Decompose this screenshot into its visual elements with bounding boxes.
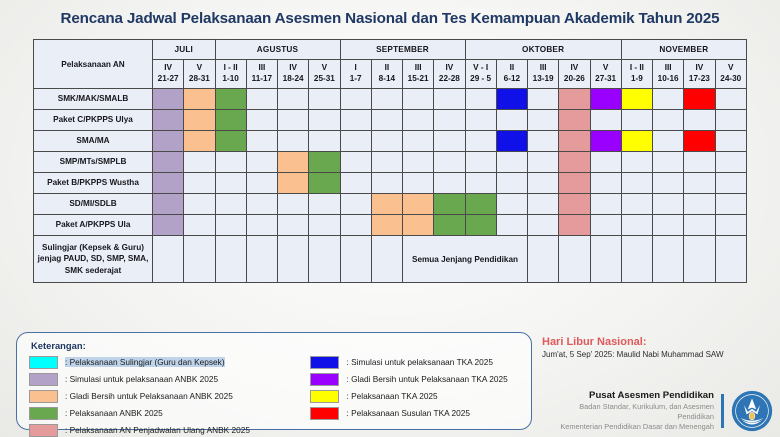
legend-swatch-sulingjar xyxy=(29,356,58,369)
schedule-cell-empty[interactable] xyxy=(559,236,590,283)
schedule-cell-empty[interactable] xyxy=(590,173,621,194)
legend-label-ulang: : Pelaksanaan AN Penjadwalan Ulang ANBK 2025 xyxy=(65,425,250,435)
week-dates: 18-24 xyxy=(282,74,304,83)
week-header-8 xyxy=(403,60,434,89)
schedule-cell-empty[interactable] xyxy=(590,152,621,173)
schedule-cell-empty[interactable] xyxy=(590,236,621,283)
week-header-16 xyxy=(653,60,684,89)
week-header-11 xyxy=(496,60,527,89)
schedule-cell-tka[interactable] xyxy=(621,89,652,110)
schedule-cell-empty[interactable] xyxy=(340,110,371,131)
schedule-cell-empty[interactable] xyxy=(715,173,747,194)
table-row xyxy=(34,131,747,152)
schedule-cell-ulang[interactable] xyxy=(559,152,590,173)
legend-swatch-tka xyxy=(310,390,339,403)
schedule-cell-empty[interactable] xyxy=(465,89,496,110)
schedule-cell-anbk[interactable] xyxy=(434,215,465,236)
table-row xyxy=(34,215,747,236)
schedule-cell-anbk[interactable] xyxy=(309,173,340,194)
week-header-12 xyxy=(528,60,559,89)
schedule-cell-empty[interactable] xyxy=(528,152,559,173)
week-header-13 xyxy=(559,60,590,89)
week-roman: V xyxy=(321,63,328,73)
week-dates: 1-7 xyxy=(349,74,362,83)
schedule-cell-empty[interactable] xyxy=(246,194,277,215)
organization-name: Pusat Asesmen Pendidikan xyxy=(589,390,714,402)
organization-line1: Badan Standar, Kurikulum, dan Asesmen Pendidikan xyxy=(579,402,714,421)
schedule-cell-empty[interactable] xyxy=(403,152,434,173)
week-dates: 15-21 xyxy=(407,74,429,83)
schedule-cell-empty[interactable] xyxy=(465,152,496,173)
legend-item-tka xyxy=(310,388,521,404)
holiday-notice xyxy=(542,336,724,359)
row-label: SMA/MA xyxy=(34,131,153,152)
week-dates: 29 - 5 xyxy=(470,74,492,83)
schedule-cell-empty[interactable] xyxy=(715,194,747,215)
schedule-cell-empty[interactable] xyxy=(621,215,652,236)
week-roman: IV xyxy=(445,63,454,73)
week-header-9 xyxy=(434,60,465,89)
schedule-cell-empty[interactable] xyxy=(653,110,684,131)
schedule-cell-anbk[interactable] xyxy=(465,194,496,215)
organization-footer xyxy=(543,390,780,432)
schedule-cell-sulingjar-merged[interactable]: Semua Jenjang Pendidikan xyxy=(403,236,528,283)
schedule-cell-ulang[interactable] xyxy=(559,215,590,236)
page-title: Rencana Jadwal Pelaksanaan Asesmen Nasional dan Tes Kemampuan Akademik Tahun 2025 xyxy=(60,10,720,27)
schedule-cell-empty[interactable] xyxy=(496,215,527,236)
week-roman: I - II xyxy=(223,63,238,73)
schedule-cell-empty[interactable] xyxy=(340,152,371,173)
schedule-cell-anbk[interactable] xyxy=(215,131,246,152)
schedule-cell-empty[interactable] xyxy=(246,236,277,283)
schedule-cell-gladi[interactable] xyxy=(184,89,215,110)
schedule-cell-empty[interactable] xyxy=(621,173,652,194)
schedule-cell-empty[interactable] xyxy=(371,131,402,152)
schedule-cell-empty[interactable] xyxy=(215,215,246,236)
row-label: Sulingjar (Kepsek & Guru) jenjag PAUD, SD, SMP, SMA, SMK sederajat xyxy=(34,236,153,283)
week-roman: V - I xyxy=(473,63,489,73)
schedule-cell-empty[interactable] xyxy=(528,110,559,131)
month-header-september: SEPTEMBER xyxy=(340,40,465,60)
schedule-cell-empty[interactable] xyxy=(278,215,309,236)
table-row-sulingjar xyxy=(34,236,747,283)
schedule-cell-empty[interactable] xyxy=(309,194,340,215)
schedule-cell-tka[interactable] xyxy=(621,131,652,152)
week-dates: 8-14 xyxy=(378,74,396,83)
schedule-cell-empty[interactable] xyxy=(621,236,652,283)
schedule-cell-gladi[interactable] xyxy=(403,194,434,215)
legend-title: Keterangan: xyxy=(31,340,86,351)
schedule-cell-empty[interactable] xyxy=(246,152,277,173)
month-header-november: NOVEMBER xyxy=(621,40,746,60)
schedule-cell-anbk[interactable] xyxy=(309,152,340,173)
schedule-cell-empty[interactable] xyxy=(528,131,559,152)
row-label: Paket B/PKPPS Wustha xyxy=(34,173,153,194)
schedule-cell-empty[interactable] xyxy=(184,236,215,283)
schedule-cell-empty[interactable] xyxy=(340,236,371,283)
schedule-cell-empty[interactable] xyxy=(684,236,715,283)
legend-swatch-ulang xyxy=(29,424,58,437)
schedule-cell-empty[interactable] xyxy=(371,173,402,194)
legend-panel xyxy=(16,332,532,435)
schedule-cell-sim[interactable] xyxy=(153,194,184,215)
schedule-cell-susultka[interactable] xyxy=(684,89,715,110)
organization-line2: Kementerian Pendidikan Dasar dan Menengah xyxy=(560,421,714,431)
week-roman: III xyxy=(664,63,672,73)
week-header-1 xyxy=(184,60,215,89)
legend-columns xyxy=(29,354,521,437)
schedule-cell-empty[interactable] xyxy=(684,152,715,173)
week-header-18 xyxy=(715,60,747,89)
legend-label-sim: : Simulasi untuk pelaksanaan ANBK 2025 xyxy=(65,374,219,384)
schedule-cell-empty[interactable] xyxy=(496,173,527,194)
table-row xyxy=(34,89,747,110)
week-dates: 21-27 xyxy=(157,74,179,83)
legend-item-simtka xyxy=(310,354,521,370)
tut-wuri-handayani-logo-icon xyxy=(731,390,773,432)
table-row xyxy=(34,173,747,194)
week-header-4 xyxy=(278,60,309,89)
week-dates: 24-30 xyxy=(720,74,742,83)
schedule-cell-ulang[interactable] xyxy=(559,173,590,194)
schedule-cell-sim[interactable] xyxy=(153,152,184,173)
legend-label-sulingjar: : Pelaksanaan Sulingjar (Guru dan Kepsek) xyxy=(65,357,225,367)
schedule-cell-empty[interactable] xyxy=(246,131,277,152)
schedule-cell-sim[interactable] xyxy=(153,131,184,152)
week-dates: 10-16 xyxy=(657,74,679,83)
schedule-cell-gladitka[interactable] xyxy=(590,131,621,152)
schedule-cell-ulang[interactable] xyxy=(559,131,590,152)
schedule-cell-anbk[interactable] xyxy=(215,110,246,131)
schedule-cell-empty[interactable] xyxy=(215,173,246,194)
week-header-3 xyxy=(246,60,277,89)
schedule-cell-gladi[interactable] xyxy=(278,152,309,173)
legend-column-left xyxy=(29,354,302,437)
schedule-cell-susultka[interactable] xyxy=(684,131,715,152)
schedule-cell-empty[interactable] xyxy=(434,152,465,173)
table-body xyxy=(34,89,747,283)
schedule-cell-empty[interactable] xyxy=(309,110,340,131)
schedule-cell-empty[interactable] xyxy=(715,89,747,110)
table-header xyxy=(34,40,747,89)
corner-header: Pelaksanaan AN xyxy=(34,40,153,89)
schedule-cell-empty[interactable] xyxy=(715,152,747,173)
table-row xyxy=(34,110,747,131)
week-dates: 22-28 xyxy=(438,74,460,83)
schedule-cell-empty[interactable] xyxy=(465,131,496,152)
week-dates: 11-17 xyxy=(251,74,273,83)
schedule-cell-empty[interactable] xyxy=(684,110,715,131)
schedule-cell-empty[interactable] xyxy=(715,215,747,236)
schedule-cell-empty[interactable] xyxy=(528,173,559,194)
schedule-cell-anbk[interactable] xyxy=(215,89,246,110)
schedule-cell-empty[interactable] xyxy=(309,131,340,152)
schedule-cell-empty[interactable] xyxy=(528,215,559,236)
week-header-10 xyxy=(465,60,496,89)
week-header-17 xyxy=(684,60,715,89)
row-label: Paket C/PKPPS Ulya xyxy=(34,110,153,131)
schedule-cell-empty[interactable] xyxy=(621,194,652,215)
legend-label-susultka: : Pelaksanaan Susulan TKA 2025 xyxy=(346,408,470,418)
schedule-cell-ulang[interactable] xyxy=(559,110,590,131)
week-roman: IV xyxy=(695,63,704,73)
schedule-cell-empty[interactable] xyxy=(215,236,246,283)
schedule-cell-empty[interactable] xyxy=(371,152,402,173)
legend-item-gladitka xyxy=(310,371,521,387)
week-roman: V xyxy=(728,63,734,73)
schedule-cell-empty[interactable] xyxy=(621,110,652,131)
week-roman: V xyxy=(196,63,203,73)
schedule-cell-empty[interactable] xyxy=(434,173,465,194)
schedule-cell-empty[interactable] xyxy=(434,89,465,110)
schedule-cell-sim[interactable] xyxy=(153,173,184,194)
schedule-cell-empty[interactable] xyxy=(590,194,621,215)
legend-item-sim xyxy=(29,371,302,387)
week-dates: 13-19 xyxy=(532,74,554,83)
schedule-cell-empty[interactable] xyxy=(653,131,684,152)
legend-column-right xyxy=(302,354,521,437)
schedule-cell-empty[interactable] xyxy=(340,215,371,236)
schedule-table-container xyxy=(33,39,747,283)
schedule-cell-anbk[interactable] xyxy=(434,194,465,215)
schedule-cell-empty[interactable] xyxy=(653,194,684,215)
week-dates: 6-12 xyxy=(503,74,521,83)
schedule-cell-gladitka[interactable] xyxy=(590,89,621,110)
schedule-cell-empty[interactable] xyxy=(653,236,684,283)
schedule-cell-empty[interactable] xyxy=(340,89,371,110)
schedule-cell-empty[interactable] xyxy=(309,89,340,110)
schedule-cell-empty[interactable] xyxy=(528,89,559,110)
week-header-6 xyxy=(340,60,371,89)
schedule-cell-empty[interactable] xyxy=(184,215,215,236)
schedule-cell-sim[interactable] xyxy=(153,110,184,131)
week-dates: 27-31 xyxy=(595,74,617,83)
schedule-cell-empty[interactable] xyxy=(684,215,715,236)
schedule-cell-anbk[interactable] xyxy=(465,215,496,236)
holiday-text: Jum'at, 5 Sep' 2025: Maulid Nabi Muhammad SAW xyxy=(542,350,724,359)
schedule-cell-empty[interactable] xyxy=(340,173,371,194)
legend-label-gladi: : Gladi Bersih untuk Pelaksanaan ANBK 2025 xyxy=(65,391,233,401)
holiday-title: Hari Libur Nasional: xyxy=(542,336,647,348)
row-label: Paket A/PKPPS Ula xyxy=(34,215,153,236)
schedule-cell-empty[interactable] xyxy=(403,110,434,131)
week-header-0 xyxy=(153,60,184,89)
schedule-cell-simtka[interactable] xyxy=(496,131,527,152)
schedule-cell-ulang[interactable] xyxy=(559,89,590,110)
legend-item-susultka xyxy=(310,405,521,421)
week-roman: III xyxy=(258,63,266,73)
legend-item-sulingjar xyxy=(29,354,302,370)
organization-text xyxy=(543,390,721,432)
schedule-cell-gladi[interactable] xyxy=(184,131,215,152)
schedule-cell-gladi[interactable] xyxy=(184,110,215,131)
schedule-cell-gladi[interactable] xyxy=(371,194,402,215)
week-roman: I xyxy=(354,63,357,73)
schedule-cell-empty[interactable] xyxy=(246,110,277,131)
schedule-cell-empty[interactable] xyxy=(528,236,559,283)
row-label: SMK/MAK/SMALB xyxy=(34,89,153,110)
schedule-cell-empty[interactable] xyxy=(403,89,434,110)
schedule-cell-empty[interactable] xyxy=(684,173,715,194)
schedule-table xyxy=(33,39,747,283)
row-label: SMP/MTs/SMPLB xyxy=(34,152,153,173)
legend-label-simtka: : Simulasi untuk pelaksanaan TKA 2025 xyxy=(346,357,494,367)
legend-label-anbk: : Pelaksanaan ANBK 2025 xyxy=(65,408,163,418)
week-roman: V xyxy=(602,63,609,73)
schedule-cell-empty[interactable] xyxy=(465,110,496,131)
schedule-cell-empty[interactable] xyxy=(184,173,215,194)
legend-item-anbk xyxy=(29,405,302,421)
schedule-cell-empty[interactable] xyxy=(278,194,309,215)
schedule-cell-empty[interactable] xyxy=(496,110,527,131)
schedule-cell-empty[interactable] xyxy=(184,152,215,173)
week-dates: 17-23 xyxy=(688,74,710,83)
week-roman: III xyxy=(414,63,422,73)
week-roman: II xyxy=(384,63,390,73)
legend-item-gladi xyxy=(29,388,302,404)
week-header-15 xyxy=(621,60,652,89)
schedule-cell-empty[interactable] xyxy=(621,152,652,173)
week-roman: IV xyxy=(570,63,579,73)
legend-swatch-gladitka xyxy=(310,373,339,386)
legend-item-ulang xyxy=(29,422,302,437)
schedule-cell-empty[interactable] xyxy=(715,131,747,152)
schedule-cell-empty[interactable] xyxy=(184,194,215,215)
week-header-7 xyxy=(371,60,402,89)
schedule-cell-empty[interactable] xyxy=(278,236,309,283)
month-header-row xyxy=(34,40,747,60)
schedule-cell-empty[interactable] xyxy=(278,89,309,110)
week-roman: II xyxy=(509,63,515,73)
schedule-cell-empty[interactable] xyxy=(653,89,684,110)
schedule-cell-empty[interactable] xyxy=(153,236,184,283)
schedule-cell-empty[interactable] xyxy=(309,236,340,283)
schedule-cell-empty[interactable] xyxy=(590,215,621,236)
schedule-cell-sim[interactable] xyxy=(153,89,184,110)
legend-swatch-simtka xyxy=(310,356,339,369)
week-roman: I - II xyxy=(629,63,644,73)
schedule-cell-empty[interactable] xyxy=(215,194,246,215)
schedule-cell-gladi[interactable] xyxy=(278,173,309,194)
legend-label-tka: : Pelaksanaan TKA 2025 xyxy=(346,391,438,401)
schedule-cell-empty[interactable] xyxy=(715,110,747,131)
schedule-cell-gladi[interactable] xyxy=(371,215,402,236)
schedule-cell-empty[interactable] xyxy=(278,131,309,152)
week-dates: 28-31 xyxy=(188,74,210,83)
schedule-cell-empty[interactable] xyxy=(246,215,277,236)
table-row xyxy=(34,152,747,173)
week-header-14 xyxy=(590,60,621,89)
month-header-oktober: OKTOBER xyxy=(465,40,621,60)
legend-swatch-sim xyxy=(29,373,58,386)
week-roman: IV xyxy=(289,63,297,73)
legend-swatch-anbk xyxy=(29,407,58,420)
legend-label-gladitka: : Gladi Bersih untuk Pelaksanaan TKA 2025 xyxy=(346,374,508,384)
schedule-cell-empty[interactable] xyxy=(715,236,747,283)
week-dates: 20-26 xyxy=(563,74,585,83)
week-roman: IV xyxy=(164,63,172,73)
schedule-cell-empty[interactable] xyxy=(465,173,496,194)
schedule-cell-empty[interactable] xyxy=(246,173,277,194)
schedule-cell-gladi[interactable] xyxy=(403,215,434,236)
schedule-cell-empty[interactable] xyxy=(340,131,371,152)
schedule-cell-empty[interactable] xyxy=(371,236,402,283)
schedule-cell-empty[interactable] xyxy=(403,131,434,152)
week-dates: 25-31 xyxy=(313,74,335,83)
schedule-cell-empty[interactable] xyxy=(653,173,684,194)
schedule-cell-empty[interactable] xyxy=(215,152,246,173)
schedule-cell-empty[interactable] xyxy=(496,152,527,173)
month-header-agustus: AGUSTUS xyxy=(215,40,340,60)
schedule-cell-empty[interactable] xyxy=(528,194,559,215)
schedule-cell-empty[interactable] xyxy=(340,194,371,215)
schedule-cell-empty[interactable] xyxy=(434,110,465,131)
week-header-2 xyxy=(215,60,246,89)
legend-swatch-susultka xyxy=(310,407,339,420)
schedule-cell-empty[interactable] xyxy=(590,110,621,131)
schedule-cell-ulang[interactable] xyxy=(559,194,590,215)
schedule-cell-empty[interactable] xyxy=(246,89,277,110)
schedule-cell-empty[interactable] xyxy=(653,152,684,173)
week-roman: III xyxy=(539,63,547,73)
schedule-cell-empty[interactable] xyxy=(653,215,684,236)
week-header-5 xyxy=(309,60,340,89)
schedule-cell-simtka[interactable] xyxy=(496,89,527,110)
month-header-juli: JULI xyxy=(153,40,216,60)
divider-rule xyxy=(721,394,724,428)
schedule-cell-empty[interactable] xyxy=(496,194,527,215)
week-dates: 1-9 xyxy=(630,74,643,83)
schedule-cell-empty[interactable] xyxy=(434,131,465,152)
schedule-cell-empty[interactable] xyxy=(371,89,402,110)
schedule-cell-empty[interactable] xyxy=(278,110,309,131)
legend-swatch-gladi xyxy=(29,390,58,403)
schedule-cell-empty[interactable] xyxy=(403,173,434,194)
schedule-cell-sim[interactable] xyxy=(153,215,184,236)
week-dates: 1-10 xyxy=(222,74,239,83)
schedule-cell-empty[interactable] xyxy=(684,194,715,215)
schedule-cell-empty[interactable] xyxy=(309,215,340,236)
row-label: SD/MI/SDLB xyxy=(34,194,153,215)
schedule-cell-empty[interactable] xyxy=(371,110,402,131)
table-row xyxy=(34,194,747,215)
